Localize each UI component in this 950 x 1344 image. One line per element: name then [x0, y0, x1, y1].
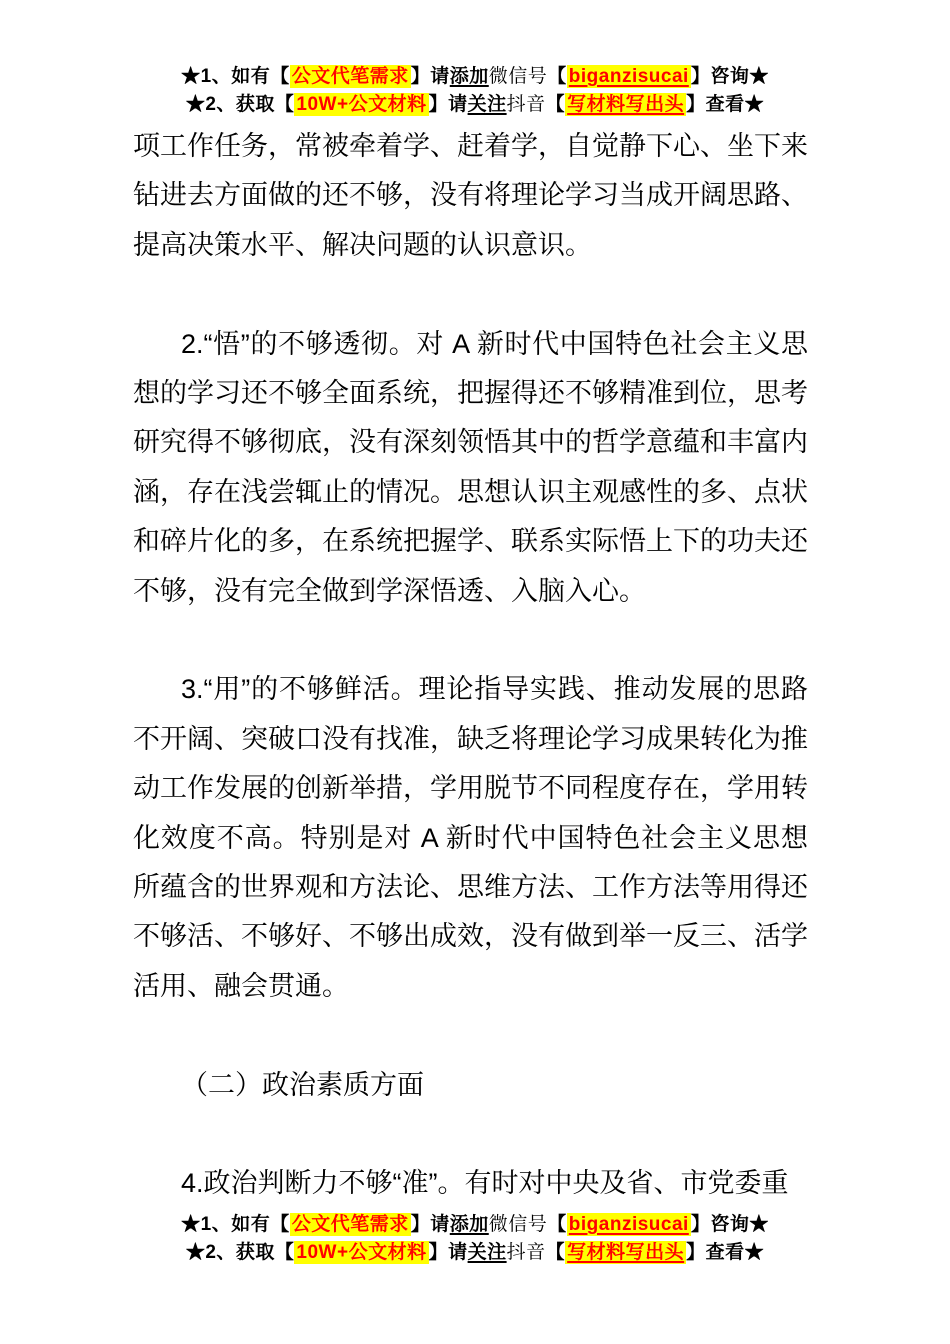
promo-header-line-1	[0, 63, 950, 91]
promo-footer-line-2	[0, 1239, 950, 1267]
promo-underline-action: 关注	[467, 1242, 507, 1263]
promo-platform-label: 抖音	[506, 94, 546, 115]
promo-highlight-service: 10W+公文材料	[296, 94, 427, 115]
promo-highlight-service: 公文代笔需求	[291, 1214, 409, 1235]
promo-bracket-text: 】请	[410, 1214, 450, 1235]
promo-footer-line-1	[0, 1211, 950, 1239]
paragraph-point-4: 4.政治判断力不够“准”。有时对中央及省、市党委重	[181, 1168, 789, 1199]
promo-prefix: ★2、获取【	[185, 94, 295, 115]
promo-platform-label: 抖音	[506, 1242, 546, 1263]
promo-suffix: 】查看★	[686, 94, 765, 115]
promo-open-bracket: 【	[547, 1214, 567, 1235]
promo-underline-action: 添加	[449, 1214, 489, 1235]
promo-highlight-service: 10W+公文材料	[296, 1242, 427, 1263]
promo-bracket-text: 】请	[428, 1242, 468, 1263]
promo-suffix: 】咨询★	[690, 1214, 769, 1235]
promo-underline-action: 添加	[449, 66, 489, 87]
promo-highlight-account: 写材料写出头	[567, 94, 685, 115]
promo-prefix: ★2、获取【	[185, 1242, 295, 1263]
paragraph-continuation: 项工作任务，常被牵着学、赶着学，自觉静下心、坐下来钻进去方面做的还不够，没有将理论学习当成开阔思路、提高决策水平、解决问题的认识意识。	[133, 131, 808, 260]
promo-bracket-text: 】请	[410, 66, 450, 87]
promo-prefix: ★1、如有【	[181, 66, 290, 87]
promo-suffix: 】查看★	[686, 1242, 765, 1263]
promo-highlight-account: biganzisucai	[568, 66, 689, 87]
paragraph-point-3: 3.“用”的不够鲜活。理论指导实践、推动发展的思路不开阔、突破口没有找准，缺乏将理论学习成果转化为推动工作发展的创新举措，学用脱节不同程度存在，学用转化效度不高。特别是对 A 新时代中国特色社会主义思想所蕴含的世界观和方法论、思维方法、工作方法等用得还不够活、不够好、不够出成效，没有做到举一反三、活学活用、融会贯通。	[133, 674, 808, 1001]
promo-header-line-2	[0, 91, 950, 119]
promo-open-bracket: 【	[545, 94, 566, 115]
promo-suffix: 】咨询★	[690, 66, 769, 87]
promo-highlight-account: biganzisucai	[568, 1214, 689, 1235]
promo-platform-label: 微信号	[488, 66, 548, 87]
promo-open-bracket: 【	[545, 1242, 566, 1263]
section-heading-2: （二）政治素质方面	[181, 1069, 424, 1100]
promo-platform-label: 微信号	[488, 1214, 548, 1235]
promo-bracket-text: 】请	[428, 94, 468, 115]
promo-footer	[0, 1211, 950, 1267]
promo-prefix: ★1、如有【	[181, 1214, 290, 1235]
paragraph-point-2: 2.“悟”的不够透彻。对 A 新时代中国特色社会主义思想的学习还不够全面系统，把握得还不够精准到位，思考研究得不够彻底，没有深刻领悟其中的哲学意蕴和丰富内涵，存在浅尝辄止的情况。思想认识主观感性的多、点状和碎片化的多，在系统把握学、联系实际悟上下的功夫还不够，没有完全做到学深悟透、入脑入心。	[133, 328, 808, 606]
promo-highlight-account: 写材料写出头	[567, 1242, 685, 1263]
document-body	[133, 122, 808, 1258]
promo-open-bracket: 【	[547, 66, 567, 87]
promo-highlight-service: 公文代笔需求	[291, 66, 409, 87]
promo-header	[0, 63, 950, 119]
promo-underline-action: 关注	[467, 94, 507, 115]
